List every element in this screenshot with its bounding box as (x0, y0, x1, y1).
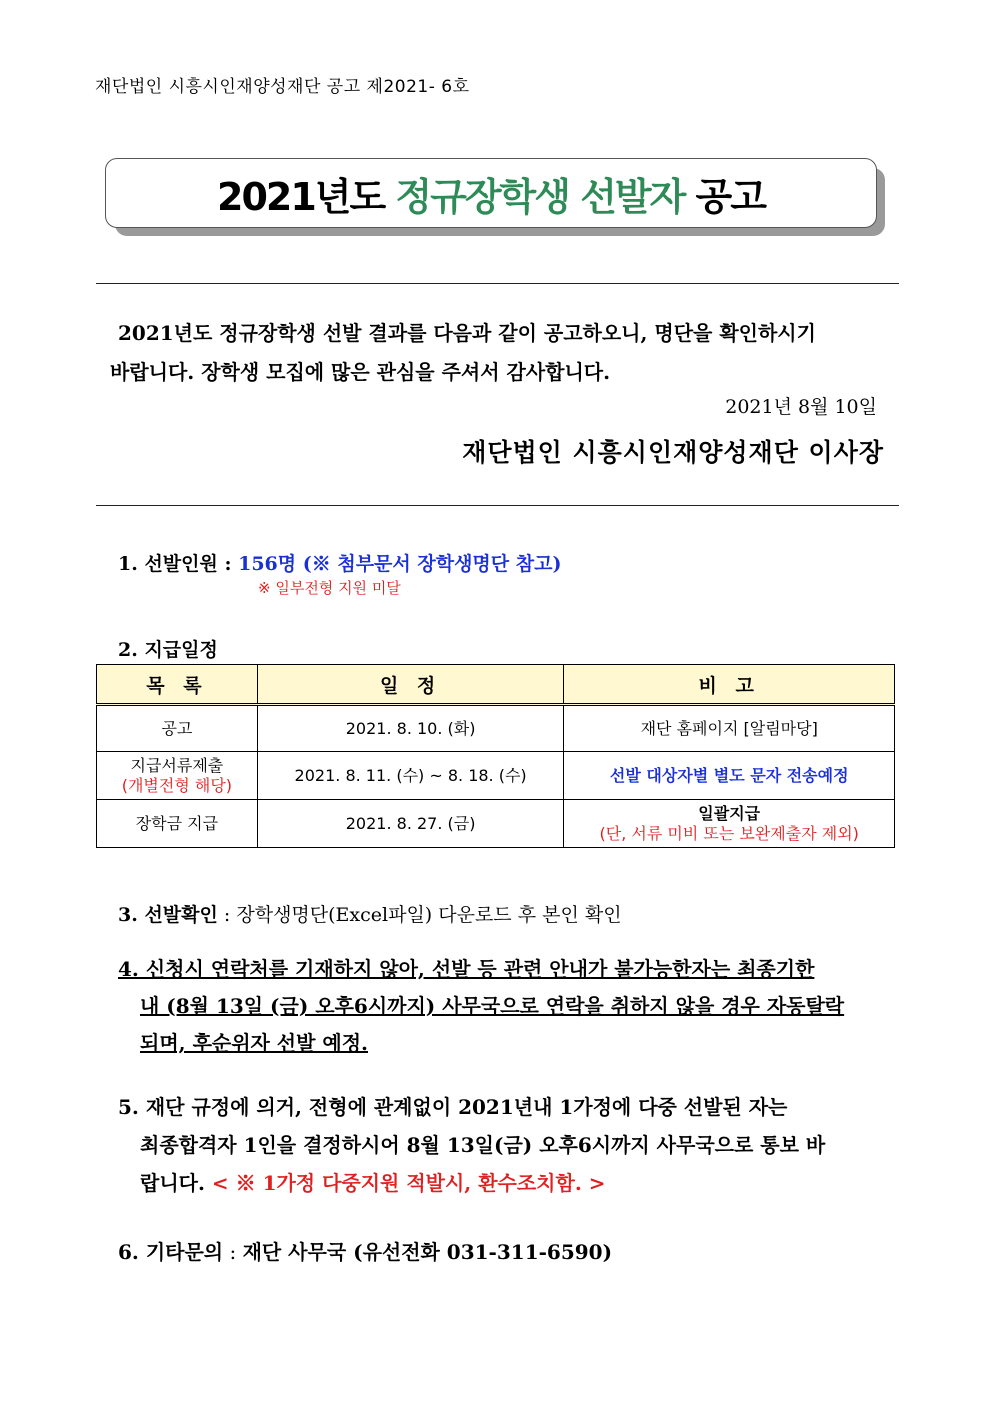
section-4-line-2: 내 (8월 13일 (금) 오후6시까지) 사무국으로 연락을 취하지 않을 경우 자동탈락 (140, 994, 845, 1018)
divider-top (96, 283, 899, 284)
cell-date: 2021. 8. 27. (금) (257, 800, 564, 848)
section-1-value: 156명 (※ 첨부문서 장학생명단 참고) (238, 553, 562, 575)
section-6-text: 재단 사무국 (유선전화 031-311-6590) (242, 1240, 613, 1264)
document-number: 재단법인 시흥시인재양성재단 공고 제2021- 6호 (95, 77, 470, 97)
table-row (97, 800, 895, 848)
table-row (97, 752, 895, 800)
section-2-label: 2. 지급일정 (118, 639, 218, 661)
title-box (105, 158, 877, 228)
schedule-table (96, 664, 895, 848)
cell-item (97, 705, 258, 752)
section-5 (118, 1088, 890, 1202)
section-3-sep: : (217, 904, 237, 926)
note-sublabel: (단, 서류 미비 또는 보완제출자 제외) (599, 823, 859, 843)
table-header-row (97, 665, 895, 705)
header-item: 목 록 (97, 665, 258, 705)
section-3-text: 장학생명단(Excel파일) 다운로드 후 본인 확인 (236, 904, 622, 926)
section-3 (118, 900, 622, 927)
section-1-note: ※ 일부전형 지원 미달 (258, 579, 401, 597)
section-4-line-3: 되며, 후순위자 선발 예정. (140, 1031, 369, 1055)
title-suffix: 공고 (684, 174, 765, 219)
section-5-line-1: 5. 재단 규정에 의거, 전형에 관계없이 2021년내 1가정에 다중 선발된 자는 (118, 1095, 788, 1119)
item-sublabel: (개별전형 해당) (121, 775, 233, 795)
section-6-sep: : (223, 1240, 243, 1264)
divider-bottom (96, 505, 899, 506)
header-note: 비 고 (564, 665, 895, 705)
section-3-label: 3. 선발확인 (118, 904, 218, 926)
section-6 (118, 1236, 612, 1265)
section-4 (118, 951, 890, 1062)
cell-date: 2021. 8. 11. (수) ~ 8. 18. (수) (257, 752, 564, 800)
cell-note: 재단 홈페이지 [알림마당] (564, 705, 895, 752)
section-6-label: 6. 기타문의 (118, 1240, 224, 1264)
item-label: 장학금 지급 (135, 813, 219, 833)
section-4-line-1: 4. 신청시 연락처를 기재하지 않아, 선발 등 관련 안내가 불가능한자는 최종기한 (118, 957, 815, 981)
signer: 재단법인 시흥시인재양성재단 이사장 (462, 438, 884, 467)
cell-note (564, 800, 895, 848)
header-date: 일 정 (257, 665, 564, 705)
cell-item (97, 800, 258, 848)
note-label: 일괄지급 (698, 803, 761, 823)
cell-item (97, 752, 258, 800)
title-year: 2021년도 (217, 174, 396, 219)
item-label: 공고 (161, 718, 193, 738)
table-row (97, 705, 895, 752)
section-1-label: 1. 선발인원 : (118, 553, 239, 575)
section-5-line-3: 랍니다. < ※ 1가정 다중지원 적발시, 환수조치함. > (140, 1171, 606, 1195)
section-1 (118, 549, 561, 576)
cell-date: 2021. 8. 10. (화) (257, 705, 564, 752)
cell-note: 선발 대상자별 별도 문자 전송예정 (564, 752, 895, 800)
section-5-warning: < ※ 1가정 다중지원 적발시, 환수조치함. > (211, 1171, 606, 1195)
intro-line-2: 바랍니다. 장학생 모집에 많은 관심을 주셔서 감사합니다. (110, 360, 611, 384)
section-5-line-2: 최종합격자 1인을 결정하시어 8월 13일(금) 오후6시까지 사무국으로 통보 바 (140, 1133, 826, 1157)
intro-line-1: 2021년도 정규장학생 선발 결과를 다음과 같이 공고하오니, 명단을 확인하시기 (118, 321, 816, 345)
title-highlight: 정규장학생 선발자 (395, 174, 685, 219)
item-label: 지급서류제출 (130, 755, 224, 775)
intro-date: 2021년 8월 10일 (725, 396, 877, 418)
